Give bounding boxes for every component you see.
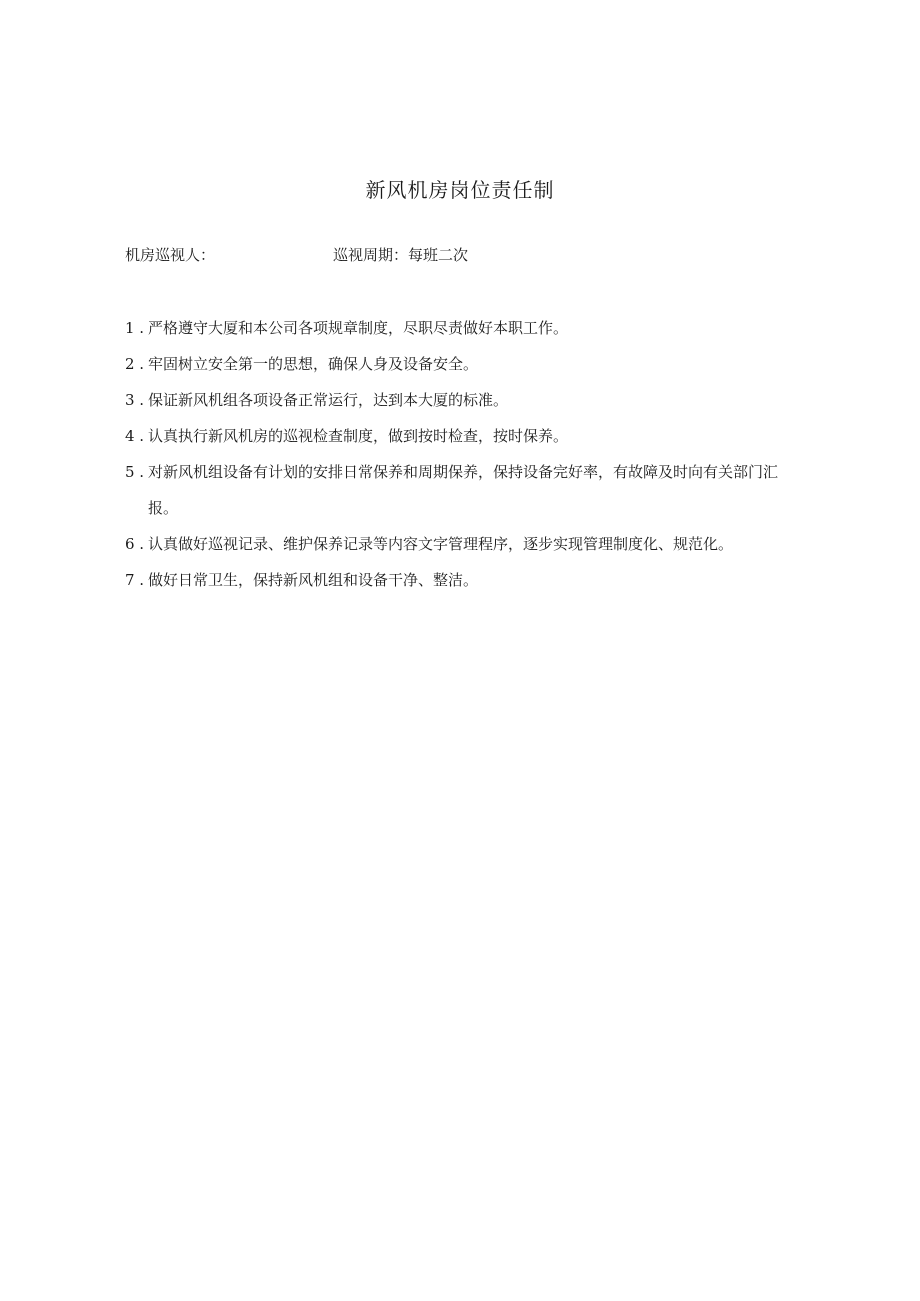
rule-item-5 bbox=[125, 454, 795, 526]
rule-item-2 bbox=[125, 346, 795, 382]
rule-item-6 bbox=[125, 526, 795, 562]
rule-number: 5 . bbox=[125, 463, 145, 481]
rule-item-7 bbox=[125, 562, 795, 598]
page-title: 新风机房岗位责任制 bbox=[365, 178, 555, 202]
rule-number: 2 . bbox=[125, 355, 145, 373]
rule-item-4 bbox=[125, 418, 795, 454]
rule-number: 4 . bbox=[125, 427, 145, 445]
rule-text: 保证新风机组各项设备正常运行，达到本大厦的标准。 bbox=[148, 391, 509, 409]
rule-text: 严格遵守大厦和本公司各项规章制度，尽职尽责做好本职工作。 bbox=[148, 319, 569, 337]
rule-item-3 bbox=[125, 382, 795, 418]
rule-number: 3 . bbox=[125, 391, 145, 409]
rule-text: 牢固树立安全第一的思想，确保人身及设备安全。 bbox=[148, 355, 479, 373]
rules-list bbox=[125, 310, 795, 598]
rule-number: 1 . bbox=[125, 319, 145, 337]
rule-text: 对新风机组设备有计划的安排日常保养和周期保养，保持设备完好率，有故障及时向有关部门汇报。 bbox=[148, 463, 779, 517]
rule-number: 7 . bbox=[125, 571, 145, 589]
inspector-label: 机房巡视人： bbox=[125, 246, 216, 264]
rule-text: 做好日常卫生，保持新风机组和设备干净、整洁。 bbox=[148, 571, 479, 589]
inspection-cycle: 巡视周期：每班二次 bbox=[333, 246, 469, 264]
rule-item-1 bbox=[125, 310, 795, 346]
rule-text: 认真做好巡视记录、维护保养记录等内容文字管理程序，逐步实现管理制度化、规范化。 bbox=[148, 535, 734, 553]
rule-number: 6 . bbox=[125, 535, 145, 553]
rule-text: 认真执行新风机房的巡视检查制度，做到按时检查，按时保养。 bbox=[148, 427, 569, 445]
